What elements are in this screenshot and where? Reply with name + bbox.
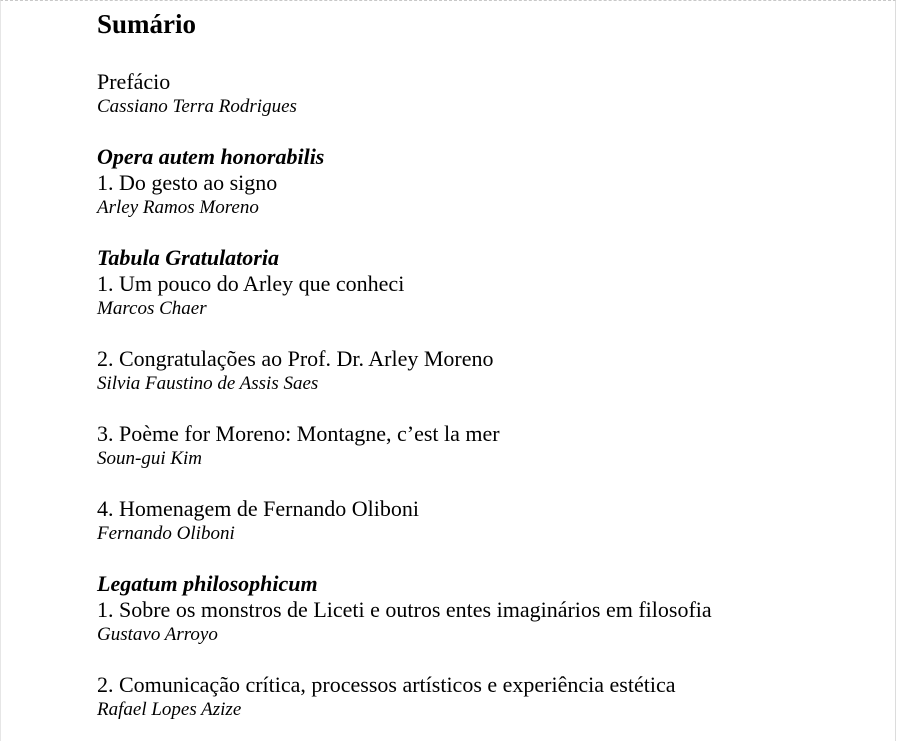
section-heading: Legatum philosophicum [97,571,318,596]
entry-author: Silvia Faustino de Assis Saes [97,373,319,394]
section-opera-autem-honorabilis [97,144,877,220]
entry-title: 4. Homenagem de Fernando Oliboni [97,496,419,521]
toc-entry[interactable] [97,597,877,647]
entry-title: 1. Do gesto ao signo [97,170,278,195]
entry-author: Marcos Chaer [97,298,207,319]
toc-entry[interactable] [97,496,877,546]
entry-title: Prefácio [97,69,171,94]
table-of-contents [97,5,877,747]
entry-author: Arley Ramos Moreno [97,197,259,218]
entry-author: Cassiano Terra Rodrigues [97,96,297,117]
entry-author: Rafael Lopes Azize [97,699,242,720]
section-legatum-philosophicum [97,571,877,722]
toc-entry[interactable] [97,271,877,321]
toc-entry[interactable] [97,346,877,396]
entry-title: 2. Comunicação crítica, processos artísticos e experiência estética [97,672,676,697]
entry-author: Fernando Oliboni [97,523,235,544]
toc-entry[interactable] [97,421,877,471]
toc-entry[interactable] [97,672,877,722]
entry-title: 1. Sobre os monstros de Liceti e outros entes imaginários em filosofia [97,597,712,622]
page-title: Sumário [97,9,197,39]
entry-author: Soun-gui Kim [97,448,203,469]
toc-entry[interactable] [97,170,877,220]
entry-author: Gustavo Arroyo [97,624,218,645]
entry-title: 3. Poème for Moreno: Montagne, c’est la mer [97,421,500,446]
entry-title: 2. Congratulações ao Prof. Dr. Arley Moreno [97,346,494,371]
preface-entry[interactable] [97,69,877,119]
section-heading: Opera autem honorabilis [97,144,325,169]
section-tabula-gratulatoria [97,245,877,546]
section-heading: Tabula Gratulatoria [97,245,279,270]
entry-title: 1. Um pouco do Arley que conheci [97,271,405,296]
